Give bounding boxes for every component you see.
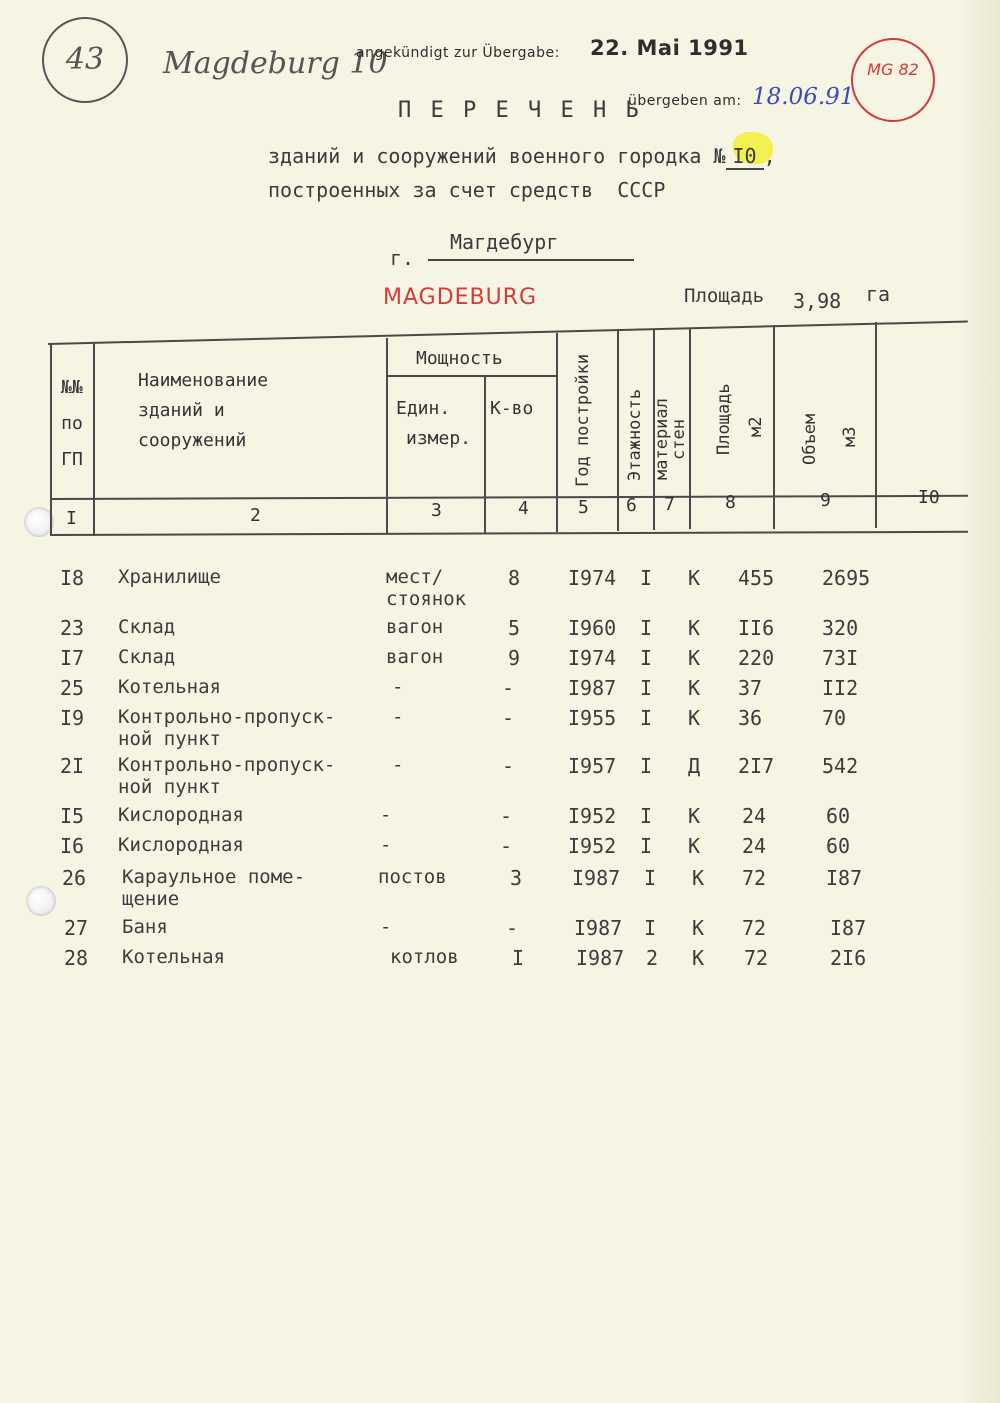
cell-year: I952: [568, 804, 617, 828]
subtitle-line-1-suffix: ,: [763, 144, 776, 168]
cell-name: Склад: [118, 616, 176, 638]
cell-qty: -: [500, 834, 513, 858]
cell-floors: I: [640, 754, 653, 778]
cell-unit: постов: [378, 866, 447, 888]
cell-unit: -: [380, 916, 392, 938]
cell-qty: -: [502, 754, 515, 778]
circled-code-annotation: MG 82: [851, 38, 935, 122]
cell-num: I6: [60, 834, 85, 858]
cell-area: 72: [742, 916, 767, 940]
cell-volume: I87: [826, 866, 863, 890]
cell-floors: 2: [646, 946, 659, 970]
cell-year: I960: [568, 616, 617, 640]
col-border-9: [875, 322, 877, 528]
cell-qty: -: [502, 676, 515, 700]
column-number: 6: [626, 495, 637, 516]
cell-unit: мест/ стоянок: [386, 566, 467, 610]
cell-material: К: [688, 676, 701, 700]
header-volume-line-2: м3: [840, 426, 860, 447]
cell-unit: -: [392, 706, 404, 728]
cell-unit: -: [380, 804, 392, 826]
cell-floors: I: [644, 866, 657, 890]
column-number: 4: [518, 498, 529, 519]
cell-material: К: [692, 916, 705, 940]
table-columns-divider: [50, 531, 968, 536]
cell-num: I8: [60, 566, 85, 590]
header-unit: [396, 394, 471, 454]
cell-num: 27: [64, 916, 89, 940]
stamp-announced-date: 22. Mai 1991: [590, 36, 749, 60]
stamp-transferred-label: übergeben am:: [628, 93, 742, 109]
header-num-line-3: ГП: [61, 449, 83, 470]
cell-area: 220: [738, 646, 775, 670]
col-border-2: [386, 338, 388, 533]
header-material-line-2: стен: [669, 419, 689, 460]
cell-num: 26: [62, 866, 87, 890]
cell-num: 23: [60, 616, 85, 640]
header-year: Год постройки: [573, 353, 593, 487]
header-area: [708, 383, 772, 455]
cell-name: Караульное поме- щение: [122, 866, 306, 910]
cell-year: I957: [568, 754, 617, 778]
subtitle-line-1-text: зданий и сооружений военного городка №: [268, 144, 726, 168]
cell-floors: I: [640, 676, 653, 700]
header-volume: [790, 414, 870, 465]
header-num-line-1: №№: [61, 377, 83, 398]
cell-num: I9: [60, 706, 85, 730]
cell-year: I987: [572, 866, 621, 890]
cell-unit: -: [380, 834, 392, 856]
cell-volume: 60: [826, 834, 851, 858]
cell-volume: 2695: [822, 566, 871, 590]
cell-floors: I: [640, 804, 653, 828]
handwritten-transferred-date: 18.06.91: [752, 84, 855, 110]
header-area-line-1: Площадь: [714, 383, 734, 455]
cell-name: Баня: [122, 916, 168, 938]
header-num-line-2: по: [61, 413, 83, 434]
red-city-annotation: MAGDEBURG: [383, 285, 538, 310]
area-value: 3,98: [793, 289, 842, 313]
col-border-7: [689, 329, 691, 529]
area-label: Площадь: [684, 285, 765, 307]
capacity-divider: [386, 375, 556, 377]
cell-area: 24: [742, 834, 767, 858]
cell-year: I974: [568, 646, 617, 670]
cell-name: Кислородная: [118, 804, 244, 826]
column-number: I0: [918, 487, 940, 508]
cell-name: Контрольно-пропуск- ной пункт: [118, 754, 336, 798]
cell-unit: вагон: [386, 616, 444, 638]
cell-qty: -: [506, 916, 519, 940]
cell-qty: -: [502, 706, 515, 730]
cell-qty: 8: [508, 566, 521, 590]
header-floors: Этажность: [625, 388, 645, 481]
header-area-line-2: м2: [746, 416, 766, 437]
cell-area: 37: [738, 676, 763, 700]
cell-num: 25: [60, 676, 85, 700]
cell-floors: I: [640, 706, 653, 730]
cell-unit: -: [392, 754, 404, 776]
column-number: 5: [578, 497, 589, 518]
header-volume-line-1: Объем: [800, 413, 820, 465]
column-number: 7: [664, 494, 675, 515]
header-unit-line-2: измер.: [406, 428, 472, 449]
cell-name: Кислородная: [118, 834, 244, 856]
city-prefix: г.: [390, 246, 415, 270]
column-number: 3: [431, 500, 442, 521]
page-edge-shadow: [960, 0, 1000, 1403]
cell-num: I7: [60, 646, 85, 670]
header-material-line-1: материал: [652, 398, 672, 480]
document-title: П Е Р Е Ч Е Н Ь: [398, 98, 642, 123]
cell-volume: 542: [822, 754, 859, 778]
header-name: [138, 366, 268, 456]
cell-name: Склад: [118, 646, 176, 668]
cell-area: 72: [742, 866, 767, 890]
col-border-0: [50, 343, 52, 536]
cell-area: II6: [738, 616, 775, 640]
cell-num: I5: [60, 804, 85, 828]
cell-area: 72: [744, 946, 769, 970]
cell-material: К: [688, 646, 701, 670]
cell-material: К: [688, 616, 701, 640]
cell-unit: -: [392, 676, 404, 698]
cell-volume: 2I6: [830, 946, 867, 970]
cell-material: К: [688, 804, 701, 828]
cell-volume: 60: [826, 804, 851, 828]
cell-volume: 73I: [822, 646, 859, 670]
column-number: 8: [725, 492, 736, 513]
punch-hole-bottom: [26, 886, 56, 916]
cell-material: К: [688, 566, 701, 590]
cell-volume: I87: [830, 916, 867, 940]
cell-name: Котельная: [122, 946, 225, 968]
cell-floors: I: [640, 834, 653, 858]
cell-floors: I: [640, 616, 653, 640]
city-underline: [428, 259, 634, 261]
col-border-5: [617, 331, 619, 531]
cell-num: 28: [64, 946, 89, 970]
column-number: I: [66, 508, 77, 529]
garrison-number: I0: [726, 144, 764, 170]
cell-name: Котельная: [118, 676, 221, 698]
header-name-line-1: Наименование: [138, 370, 269, 391]
cell-unit: вагон: [386, 646, 444, 668]
cell-area: 455: [738, 566, 775, 590]
cell-material: Д: [688, 754, 701, 778]
cell-year: I952: [568, 834, 617, 858]
cell-name: Контрольно-пропуск- ной пункт: [118, 706, 336, 750]
cell-area: 2I7: [738, 754, 775, 778]
cell-year: I955: [568, 706, 617, 730]
subtitle-line-2: построенных за счет средств СССР: [268, 178, 666, 202]
cell-material: К: [688, 706, 701, 730]
cell-volume: 320: [822, 616, 859, 640]
city-name: Магдебург: [450, 230, 559, 254]
header-name-line-2: зданий и: [138, 400, 225, 421]
cell-volume: II2: [822, 676, 859, 700]
handwritten-city-note: Magdeburg 10: [163, 46, 388, 81]
cell-floors: I: [640, 646, 653, 670]
cell-year: I987: [568, 676, 617, 700]
cell-material: К: [688, 834, 701, 858]
area-unit: га: [866, 282, 891, 306]
cell-area: 36: [738, 706, 763, 730]
cell-qty: -: [500, 804, 513, 828]
header-capacity: Мощность: [416, 348, 503, 369]
table-top-border: [48, 321, 968, 345]
cell-unit: котлов: [390, 946, 459, 968]
cell-material: К: [692, 866, 705, 890]
header-material: [654, 398, 688, 480]
col-border-1: [93, 343, 95, 536]
subtitle-line-1: [268, 144, 776, 170]
cell-floors: I: [640, 566, 653, 590]
cell-area: 24: [742, 804, 767, 828]
header-name-line-3: сооружений: [138, 430, 247, 451]
stamp-announced-label: angekündigt zur Übergabe:: [356, 45, 560, 61]
cell-volume: 70: [822, 706, 847, 730]
cell-name: Хранилище: [118, 566, 221, 588]
circled-number-annotation: 43: [42, 17, 128, 103]
cell-floors: I: [644, 916, 657, 940]
cell-year: I974: [568, 566, 617, 590]
header-unit-line-1: Един.: [396, 398, 451, 419]
col-border-3: [484, 376, 486, 533]
cell-qty: 3: [510, 866, 523, 890]
cell-num: 2I: [60, 754, 85, 778]
cell-year: I987: [576, 946, 625, 970]
cell-material: К: [692, 946, 705, 970]
header-qty: К-во: [490, 398, 534, 419]
column-number: 2: [250, 505, 261, 526]
cell-qty: I: [512, 946, 525, 970]
col-border-4: [556, 333, 558, 532]
header-num: [55, 370, 89, 478]
col-border-8: [773, 325, 775, 529]
cell-qty: 5: [508, 616, 521, 640]
cell-qty: 9: [508, 646, 521, 670]
cell-year: I987: [574, 916, 623, 940]
column-number: 9: [820, 490, 831, 511]
